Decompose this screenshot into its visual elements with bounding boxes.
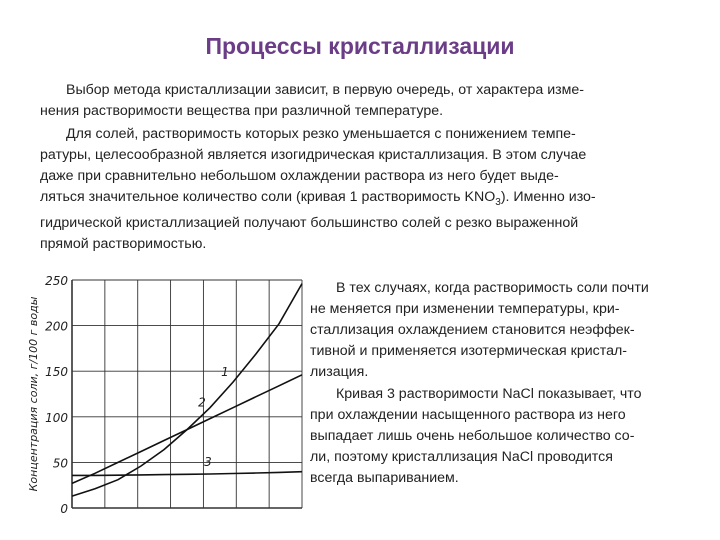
solubility-chart — [10, 272, 310, 530]
series-label-2: 2 — [198, 395, 206, 410]
series-label-3: 3 — [204, 454, 212, 469]
text-line: ли, поэтому кристаллизация NaCl проводится — [310, 449, 613, 465]
text-line: всегда выпариванием. — [310, 470, 459, 486]
text-line: Для солей, растворимость которых резко уменьшается с понижением темпе- — [66, 126, 576, 142]
page-title: Процессы кристаллизации — [205, 33, 515, 59]
paragraph-isothermal — [310, 278, 720, 383]
paragraph-method-choice — [40, 80, 680, 122]
text-line: выпадает лишь очень небольшое количество со- — [310, 428, 635, 444]
text-line — [40, 187, 680, 213]
y-tick-label: 150 — [45, 365, 68, 380]
series-line-1 — [72, 284, 302, 497]
text-line: тивной и применяется изотермическая кристал- — [310, 343, 627, 359]
text-line: Кривая 3 растворимости NaCl показывает, что — [336, 386, 642, 402]
y-tick-label: 50 — [52, 456, 68, 471]
text-line: ратуры, целесообразной является изогидрическая кристаллизация. В этом случае — [40, 147, 587, 163]
text-line: В тех случаях, когда растворимость соли почти — [336, 280, 649, 296]
text-line: даже при сравнительно небольшом охлаждении раствора из него будет выде- — [40, 168, 559, 184]
text-line: Выбор метода кристаллизации зависит, в первую очередь, от характера изме- — [66, 82, 584, 98]
series-line-2 — [72, 375, 302, 484]
text-line: прямой растворимостью. — [40, 235, 207, 252]
text-line: лизация. — [310, 364, 369, 380]
y-tick-label: 0 — [60, 502, 68, 516]
y-tick-label: 250 — [45, 274, 68, 288]
series-label-1: 1 — [221, 365, 229, 380]
text-fragment: ). Именно изо- — [500, 189, 596, 205]
text-line: нения растворимости вещества при различной температуре. — [40, 103, 444, 119]
y-axis-label: Концентрация соли, г/100 г воды — [27, 296, 40, 492]
paragraph-isohydric — [40, 124, 680, 255]
paragraph-nacl — [310, 384, 720, 489]
text-fragment: ляться значительное количество соли (кривая 1 растворимость KNO — [40, 189, 496, 205]
y-tick-label: 100 — [45, 410, 68, 425]
text-line: при охлаждении насыщенного раствора из него — [310, 407, 626, 423]
text-line: гидрической кристаллизацией получают большинство солей с резко выраженной — [40, 214, 579, 231]
y-tick-label: 200 — [45, 319, 68, 334]
text-line: сталлизация охлаждением становится неэффек- — [310, 322, 635, 338]
series-line-3 — [72, 472, 302, 476]
text-line: не меняется при изменении температуры, кри- — [310, 301, 620, 317]
formula-subscript: 3 — [495, 196, 501, 208]
